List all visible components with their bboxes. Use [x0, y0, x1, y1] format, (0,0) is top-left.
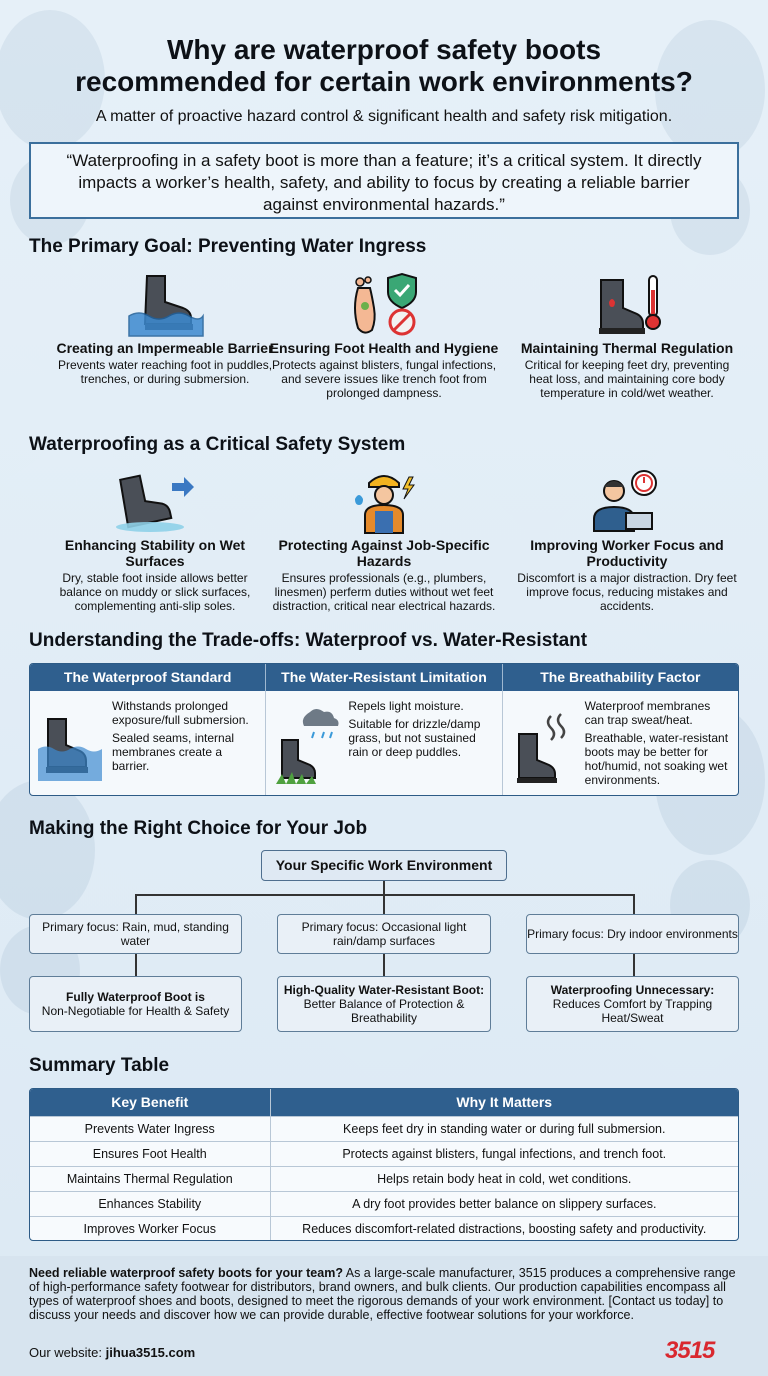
boot-submerged-icon: [36, 699, 108, 793]
connector-line: [135, 894, 137, 914]
decision-focus-light-rain: Primary focus: Occasional light rain/damp surfaces: [277, 914, 491, 954]
decision-root-box: Your Specific Work Environment: [261, 850, 507, 881]
tradeoffs-header-water-resistant: The Water-Resistant Limitation: [266, 664, 502, 691]
connector-line: [383, 954, 385, 976]
section-title-tradeoffs: Understanding the Trade-offs: Waterproof vs. Water-Resistant: [29, 630, 588, 651]
table-row: Enhances Stability A dry foot provides better balance on slippery surfaces.: [30, 1191, 738, 1216]
connector-line: [633, 954, 635, 976]
connector-line: [633, 894, 635, 914]
feature-thermal-regulation: Maintaining Thermal Regulation Critical for keeping feet dry, preventing heat loss, and maintaining core body temperature in cold/wet weather.: [512, 268, 742, 400]
boot-slip-icon: [40, 465, 270, 535]
summary-header-benefit: Key Benefit: [30, 1089, 270, 1116]
decision-result-unnecessary: Waterproofing Unnecessary: Reduces Comfort by Trapping Heat/Sweat: [526, 976, 739, 1032]
connector-line: [135, 894, 635, 896]
section-title-primary-goal: The Primary Goal: Preventing Water Ingress: [29, 236, 427, 257]
connector-line: [135, 954, 137, 976]
connector-line: [383, 881, 385, 895]
table-row: Prevents Water Ingress Keeps feet dry in standing water or during full submersion.: [30, 1116, 738, 1141]
tradeoffs-header-waterproof: The Waterproof Standard: [30, 664, 266, 691]
decision-focus-rain: Primary focus: Rain, mud, standing water: [29, 914, 242, 954]
footer-website: Our website: jihua3515.com: [29, 1345, 196, 1360]
decision-focus-dry: Primary focus: Dry indoor environments: [526, 914, 739, 954]
footer-cta: Need reliable waterproof safety boots for your team? As a large-scale manufacturer, 3515 produces a comprehensive range of high-performance safety footwear for distributors, brand owners, and bulk clients. Our production capabilities encompass all types of waterproof shoes and boots, designed to meet the rigorous demands of your work environment. [Contact us today] to discuss your needs and discover how we can provide durable, effective footwear solutions for your workforce.: [0, 1256, 768, 1376]
focused-worker-icon: [512, 465, 742, 535]
tradeoffs-col-breathability: Waterproof membranes can trap sweat/heat. Breathable, water-resistant boots may be better for hot/humid, not soaking wet environments.: [503, 691, 738, 796]
boot-rain-icon: [272, 699, 344, 793]
intro-quote: “Waterproofing in a safety boot is more than a feature; it’s a critical system. It directly impacts a worker’s health, safety, and ability to focus by creating a reliable barrier against environmental hazards.”: [29, 142, 739, 219]
boot-in-water-icon: [50, 268, 280, 338]
tradeoffs-header-breathability: The Breathability Factor: [540, 669, 701, 685]
section-title-safety-system: Waterproofing as a Critical Safety System: [29, 434, 406, 455]
decision-result-waterproof: Fully Waterproof Boot is Non-Negotiable for Health & Safety: [29, 976, 242, 1032]
feature-job-hazards: Protecting Against Job-Specific Hazards Ensures professionals (e.g., plumbers, linesmen) perferm duties without wet feet distraction, critical near electrical hazards.: [269, 465, 499, 613]
page-title: Why are waterproof safety boots recommended for certain work environments?: [75, 34, 693, 97]
tradeoffs-table: [29, 663, 739, 796]
website-link[interactable]: jihua3515.com: [105, 1345, 196, 1360]
foot-shield-icon: [269, 268, 499, 338]
summary-table: [29, 1088, 739, 1241]
decision-result-water-resistant: High-Quality Water-Resistant Boot: Better Balance of Protection & Breathability: [277, 976, 491, 1032]
tradeoffs-col-waterproof: Withstands prolonged exposure/full submersion. Sealed seams, internal membranes create a barrier.: [30, 691, 266, 796]
boot-heat-icon: [509, 699, 581, 793]
page-subtitle: A matter of proactive hazard control & significant health and safety risk mitigation.: [95, 108, 673, 125]
section-title-summary: Summary Table: [29, 1055, 170, 1076]
feature-foot-health: Ensuring Foot Health and Hygiene Protects against blisters, fungal infections, and severe issues like trench foot from prolonged dampness.: [269, 268, 499, 400]
table-row: Ensures Foot Health Protects against blisters, fungal infections, and trench foot.: [30, 1141, 738, 1166]
connector-line: [383, 894, 385, 914]
brand-logo: 3515: [665, 1337, 715, 1364]
feature-stability: Enhancing Stability on Wet Surfaces Dry, stable foot inside allows better balance on muddy or slick surfaces, complementing anti-slip soles.: [40, 465, 270, 613]
tradeoffs-col-water-resistant: Repels light moisture. Suitable for drizzle/damp grass, but not sustained rain or deep puddles.: [266, 691, 502, 796]
feature-worker-focus: Improving Worker Focus and Productivity Discomfort is a major distraction. Dry feet improve focus, reducing mistakes and accidents.: [512, 465, 742, 613]
feature-impermeable-barrier: Creating an Impermeable Barrier Prevents water reaching foot in puddles, trenches, or during submersion.: [50, 268, 280, 386]
summary-header-why: Why It Matters: [270, 1089, 738, 1116]
worker-hazard-icon: [269, 465, 499, 535]
table-row: Improves Worker Focus Reduces discomfort-related distractions, boosting safety and productivity.: [30, 1216, 738, 1241]
boot-thermometer-icon: [512, 268, 742, 338]
section-title-right-choice: Making the Right Choice for Your Job: [29, 818, 368, 839]
table-row: Maintains Thermal Regulation Helps retain body heat in cold, wet conditions.: [30, 1166, 738, 1191]
